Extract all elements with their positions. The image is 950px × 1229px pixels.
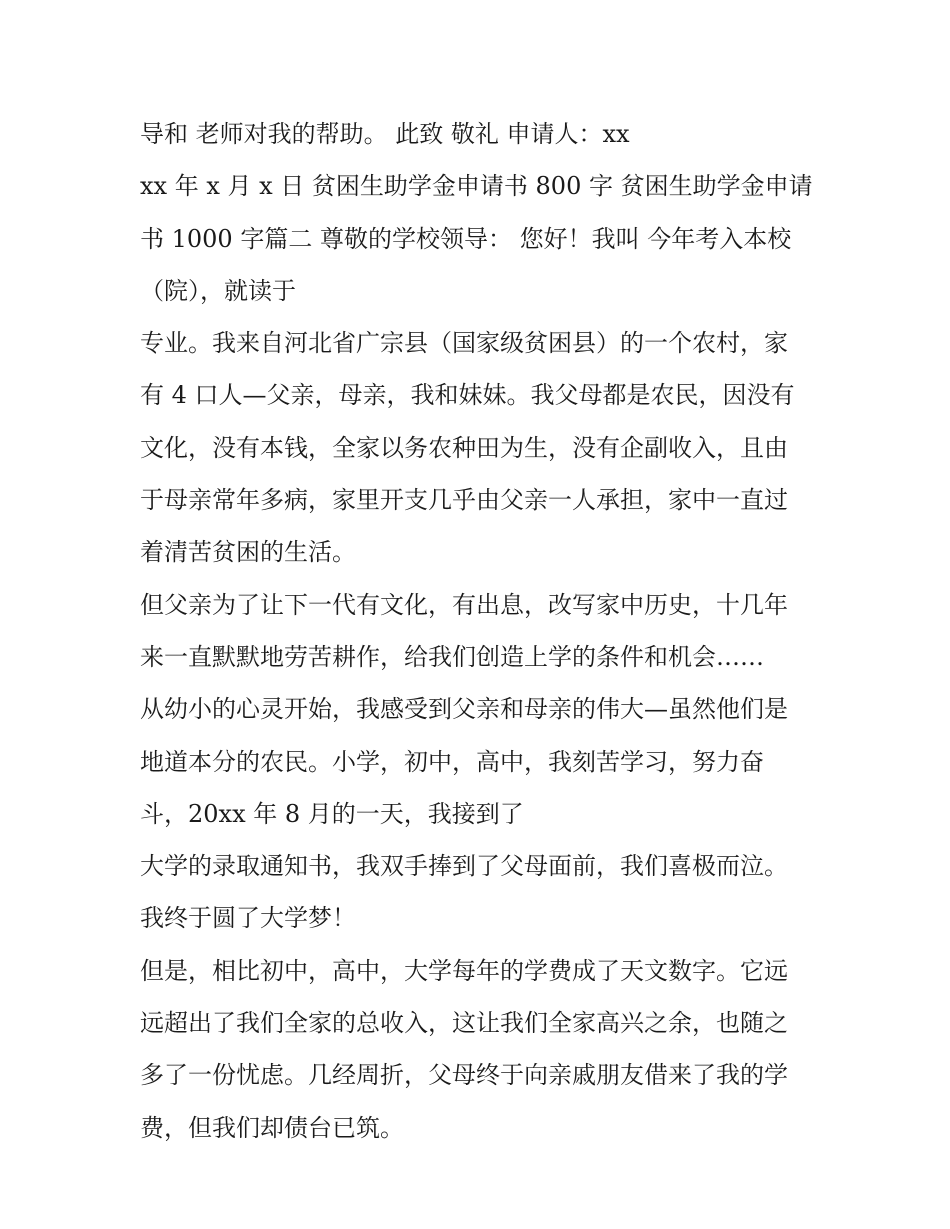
text-line: 远超出了我们全家的总收入，这让我们全家高兴之余，也随之 [140,1009,788,1038]
text-line: 从幼小的心灵开始，我感受到父亲和母亲的伟大—虽然他们是 [140,695,788,724]
text-line: 专业。我来自河北省广宗县（国家级贫困县）的一个农村，家 [140,329,788,358]
text-line: 着清苦贫困的生活。 [140,538,356,567]
text-line: 费，但我们却债台已筑。 [140,1113,404,1142]
body-text [140,108,830,1154]
text-line: 斗，20xx 年 8 月的一天，我接到了 [140,799,524,828]
text-line: 文化，没有本钱，全家以务农种田为生，没有企副收入，且由 [140,433,788,462]
text-line: （院），就读于 [140,276,296,305]
text-line: 但父亲为了让下一代有文化，有出息，改写家中历史，十几年 [140,590,788,619]
text-line: xx 年 x 月 x 日 贫困生助学金申请书 800 字 贫困生助学金申请 [140,172,813,201]
text-line: 地道本分的农民。小学，初中，高中，我刻苦学习，努力奋 [140,747,764,776]
text-line: 但是，相比初中，高中，大学每年的学费成了天文数字。它远 [140,956,788,985]
text-line: 我终于圆了大学梦！ [140,904,356,933]
text-line: 有 4 口人—父亲，母亲，我和妹妹。我父母都是农民，因没有 [140,381,795,410]
text-line: 书 1000 字篇二 尊敬的学校领导： 您好！我叫 今年考入本校 [140,224,792,253]
text-line: 来一直默默地劳苦耕作，给我们创造上学的条件和机会…… [140,642,764,671]
text-line: 多了一份忧虑。几经周折，父母终于向亲戚朋友借来了我的学 [140,1061,788,1090]
text-line: 导和 老师对我的帮助。 此致 敬礼 申请人：xx [140,120,630,148]
text-line: 于母亲常年多病，家里开支几乎由父亲一人承担，家中一直过 [140,486,788,515]
text-line: 大学的录取通知书，我双手捧到了父母面前，我们喜极而泣。 [140,852,788,881]
